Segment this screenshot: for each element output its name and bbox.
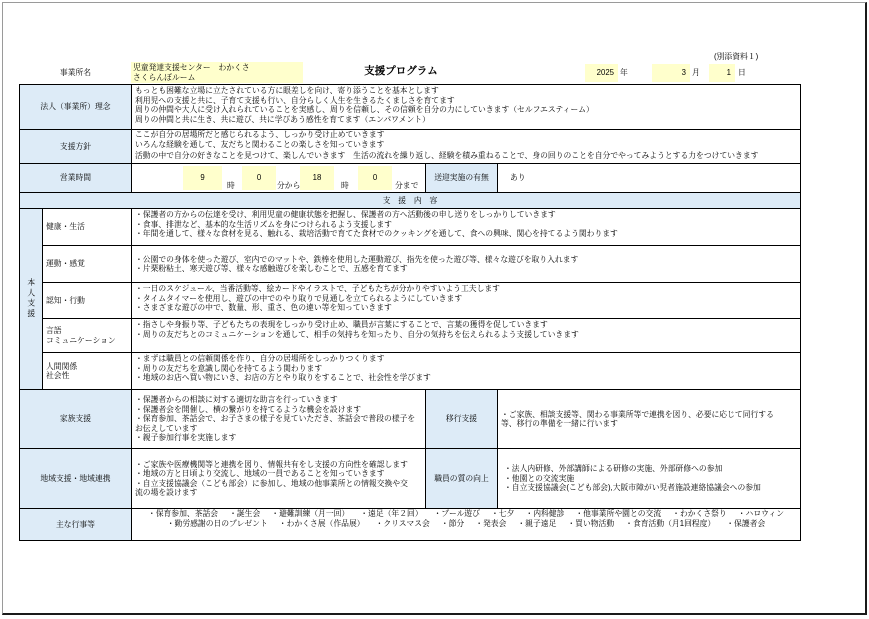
philosophy-line: 周りの仲間や大人に受け入れられていることを実感し、周りを信頼し、その信頼を自分の力にしていきます（セルフエスティーム） xyxy=(135,105,594,114)
event-item: ・クリスマス会 xyxy=(375,518,430,528)
transport-value: あり xyxy=(510,173,526,183)
staff-quality-item: ・自立支援協議会(こども部会),大阪市障がい児者施設連絡協議会への参加 xyxy=(504,483,761,493)
event-item: ・節分 xyxy=(440,518,465,528)
event-item: ・食育活動（月1回程度） xyxy=(625,518,716,528)
family-support-item: ・保護者会を開催し、横の繋がりを持てるような機会を設けます xyxy=(135,404,362,414)
area-content-cell-health xyxy=(131,208,801,246)
event-item: ・誕生会 xyxy=(229,509,261,518)
transport-value-cell xyxy=(497,163,801,193)
transition-support-label: 移行支援 xyxy=(445,414,478,424)
philosophy-line: 周りの仲間と共に生き、共に遊び、共に学びあう感性を育てます（エンパワメント） xyxy=(135,114,430,124)
date-month-unit: 月 xyxy=(692,68,700,77)
policy-label-cell xyxy=(19,129,132,164)
start-hour-field: 9 xyxy=(183,166,222,190)
event-item: ・避難訓練（月一回） xyxy=(271,509,350,518)
staff-quality-item: ・法人内研修、外部講師による研修の実施、外部研修への参加 xyxy=(504,464,723,474)
end-minute-field: 0 xyxy=(358,166,392,190)
family-support-label-cell xyxy=(19,389,132,449)
event-item: ・遠足（年２回） xyxy=(360,509,423,518)
event-item: ・わかくさ祭り xyxy=(672,509,727,518)
hours-label-cell xyxy=(19,163,132,193)
area-label: 言語 xyxy=(46,326,62,335)
policy-line: ここが自分の居場所だと感じられるよう、しっかり受け止めていきます xyxy=(135,130,385,139)
event-item: ・保護者会 xyxy=(726,518,766,528)
page-title: 支援プログラム xyxy=(364,65,438,77)
transition-support-label-cell xyxy=(425,389,498,449)
event-item: ・保育参加、茶話会 xyxy=(147,509,219,518)
event-item: ・わかくさ展（作品展） xyxy=(278,518,365,528)
date-year-field: 2025 xyxy=(585,64,618,82)
area-content-cell-cognition xyxy=(131,282,801,319)
personal-support-label-cell xyxy=(19,208,43,390)
staff-quality-label-cell xyxy=(425,448,498,509)
area-item: ・食事、排泄など、基本的な生活リズムを身につけられるよう支援します xyxy=(135,219,392,229)
community-support-item: ・地域の方と日頃より交流し、地域の一員であることを知っていきます xyxy=(135,469,385,478)
area-item: ・周りの友だちを意識し関心を持てるよう関わります xyxy=(135,363,323,373)
area-label-cell-health xyxy=(42,208,132,246)
event-item: ・親子遠足 xyxy=(517,518,557,528)
family-support-label: 家族支援 xyxy=(59,414,92,424)
community-support-label: 地域支援・地域連携 xyxy=(40,473,111,483)
philosophy-label-cell xyxy=(19,84,132,130)
transition-support-content-cell xyxy=(497,389,801,449)
personal-support-label: 本人支援 xyxy=(26,278,36,320)
family-support-content-cell xyxy=(131,389,426,449)
events-line xyxy=(132,519,800,529)
area-item: ・まずは職員との信頼関係を作り、自分の居場所をしっかりつくります xyxy=(135,354,385,363)
area-label-cell-motor xyxy=(42,245,132,283)
policy-line: いろんな経験を通して、友だちと関わることの楽しさを知っていきます xyxy=(135,140,385,150)
policy-label: 支援方針 xyxy=(59,141,92,151)
event-item: ・七夕 xyxy=(491,509,515,518)
area-label: 社会性 xyxy=(46,371,70,380)
event-item: ・プール遊び xyxy=(433,509,481,518)
event-item: ・発表会 xyxy=(475,518,507,528)
area-content-cell-social xyxy=(131,352,801,390)
area-item: ・地域のお店へ買い物にいき、お店の方とやり取りをすることで、社会性を学びます xyxy=(135,373,431,382)
end-hour-field: 18 xyxy=(300,166,334,190)
area-item: ・一日のスケジュール、当番活動等、絵カードやイラストで、子どもたちが分かりやすいよう工夫します xyxy=(135,284,500,293)
end-hour-unit: 時 xyxy=(341,181,349,190)
end-minute-unit: 分まで xyxy=(395,181,419,190)
area-item: ・公園での身体を使った遊び、室内でのマットや、鉄棒を使用した運動遊び、指先を使った遊び等、様々な遊びを取り入れます xyxy=(135,254,579,264)
area-item: ・年間を通して、様々な食材を見る、触れる、栽培活動で育てた食材でのクッキングを通して、食への興味、関心を持てるよう関わります xyxy=(135,229,618,238)
office-name-line: 児童発達支援センター わかくさ xyxy=(133,63,250,72)
area-label-cell-language xyxy=(42,318,132,353)
office-name-label: 事業所名 xyxy=(59,68,92,77)
transition-support-item: ・ご家族、相談支援等、関わる事業所等で連携を図り、必要に応じて同行する等、移行の準備を一緒に行います xyxy=(501,409,774,428)
community-support-item: ・自立支援協議会（こども部会）に参加し、地域の他事業所との情報交換や交流の場を設けます xyxy=(135,478,408,497)
area-label: 運動・感覚 xyxy=(46,259,85,269)
area-label: 健康・生活 xyxy=(46,222,85,232)
philosophy-line: 利用児への支援と共に、子育て支援も行い、自分らしく人生を生きるたくましさを育てます xyxy=(135,95,455,105)
philosophy-content-cell xyxy=(131,84,801,130)
area-label: 認知・行動 xyxy=(46,295,85,305)
attachment-label: (別添資料１) xyxy=(714,52,759,61)
area-item: ・さまざまな遊びの中で、数量、形、重さ、色の違い等を知っていきます xyxy=(135,303,392,312)
event-item: ・買い物活動 xyxy=(567,518,615,528)
community-support-content-cell xyxy=(131,448,426,509)
start-minute-field: 0 xyxy=(242,166,276,190)
staff-quality-content-cell xyxy=(497,448,801,509)
area-content-cell-language xyxy=(131,318,801,353)
area-item: ・指さしや身振り等、子どもたちの表現をしっかり受け止め、職員が言葉にすることで、言葉の獲得を促していきます xyxy=(135,320,548,329)
staff-quality-label: 職員の質の向上 xyxy=(434,473,489,483)
support-content-header-text: 支 援 内 容 xyxy=(382,195,438,205)
area-item: ・タイムタイマーを使用し、遊びの中でのやり取りで見通しを立てられるようにしていきます xyxy=(135,293,463,303)
area-label: コミュニケーション xyxy=(46,335,116,345)
date-day-unit: 日 xyxy=(738,68,746,77)
events-label: 主な行事等 xyxy=(56,519,95,529)
philosophy-label: 法人（事業所）理念 xyxy=(40,102,111,112)
date-year-unit: 年 xyxy=(620,68,628,77)
family-support-item: ・親子参加行事を実施します xyxy=(135,433,237,443)
start-minute-unit: 分から xyxy=(277,181,301,190)
family-support-item: ・保育参加、茶話会で、お子さまの様子を見ていただき、茶話会で普段の様子をお伝えしています xyxy=(135,414,416,433)
policy-line: 活動の中で自分の好きなことを見つけて、楽しんでいきます 生活の流れを繰り返し、経験を積み重ねることで、身の回りのことを自分でやってみようとする力をつけていきます xyxy=(135,150,759,160)
office-name-field xyxy=(131,62,303,83)
hours-label: 営業時間 xyxy=(59,173,92,183)
transport-label: 送迎実施の有無 xyxy=(434,173,489,183)
staff-quality-item: ・他園との交流実施 xyxy=(504,473,575,483)
event-item: ・内科健診 xyxy=(525,509,565,518)
family-support-item: ・保護者からの相談に対する適切な助言を行っていきます xyxy=(135,395,338,405)
area-item: ・周りの友だちとのコミュニケーションを通して、相手の気持ちを知ったり、自分の気持ちを伝えられるよう支援していきます xyxy=(135,329,579,339)
community-support-label-cell xyxy=(19,448,132,509)
event-item: ・他事業所や園との交流 xyxy=(575,509,662,518)
office-name-line: さくらんぼルーム xyxy=(133,72,196,82)
start-hour-unit: 時 xyxy=(227,181,235,190)
community-support-item: ・ご家族や医療機関等と連携を図り、情報共有をし支援の方向性を確認します xyxy=(135,459,408,469)
transport-label-cell xyxy=(425,163,498,193)
date-month-field: 3 xyxy=(652,64,690,82)
events-line xyxy=(132,509,800,519)
hours-content-cell xyxy=(131,163,426,193)
date-day-field: 1 xyxy=(709,64,735,82)
philosophy-line: もっとも困難な立場に立たされている方に眼差しを向け、寄り添うことを基本とします xyxy=(135,86,439,95)
area-label-cell-social xyxy=(42,352,132,390)
area-label: 人間関係 xyxy=(46,361,78,371)
area-item: ・保護者の方からの伝達を受け、利用児童の健康状態を把握し、保護者の方へ活動後の申し送りをしっかりしていきます xyxy=(135,210,556,219)
policy-content-cell xyxy=(131,129,801,164)
events-content-cell xyxy=(131,508,801,541)
area-item: ・片栗粉粘土、寒天遊び等、様々な感触遊びを楽しむことで、五感を育てます xyxy=(135,264,408,273)
event-item: ・勤労感謝の日のプレゼント xyxy=(166,518,268,528)
area-content-cell-motor xyxy=(131,245,801,283)
area-label-cell-cognition xyxy=(42,282,132,319)
events-label-cell xyxy=(19,508,132,541)
support-content-header xyxy=(19,192,801,209)
event-item: ・ハロウィン xyxy=(737,509,785,518)
